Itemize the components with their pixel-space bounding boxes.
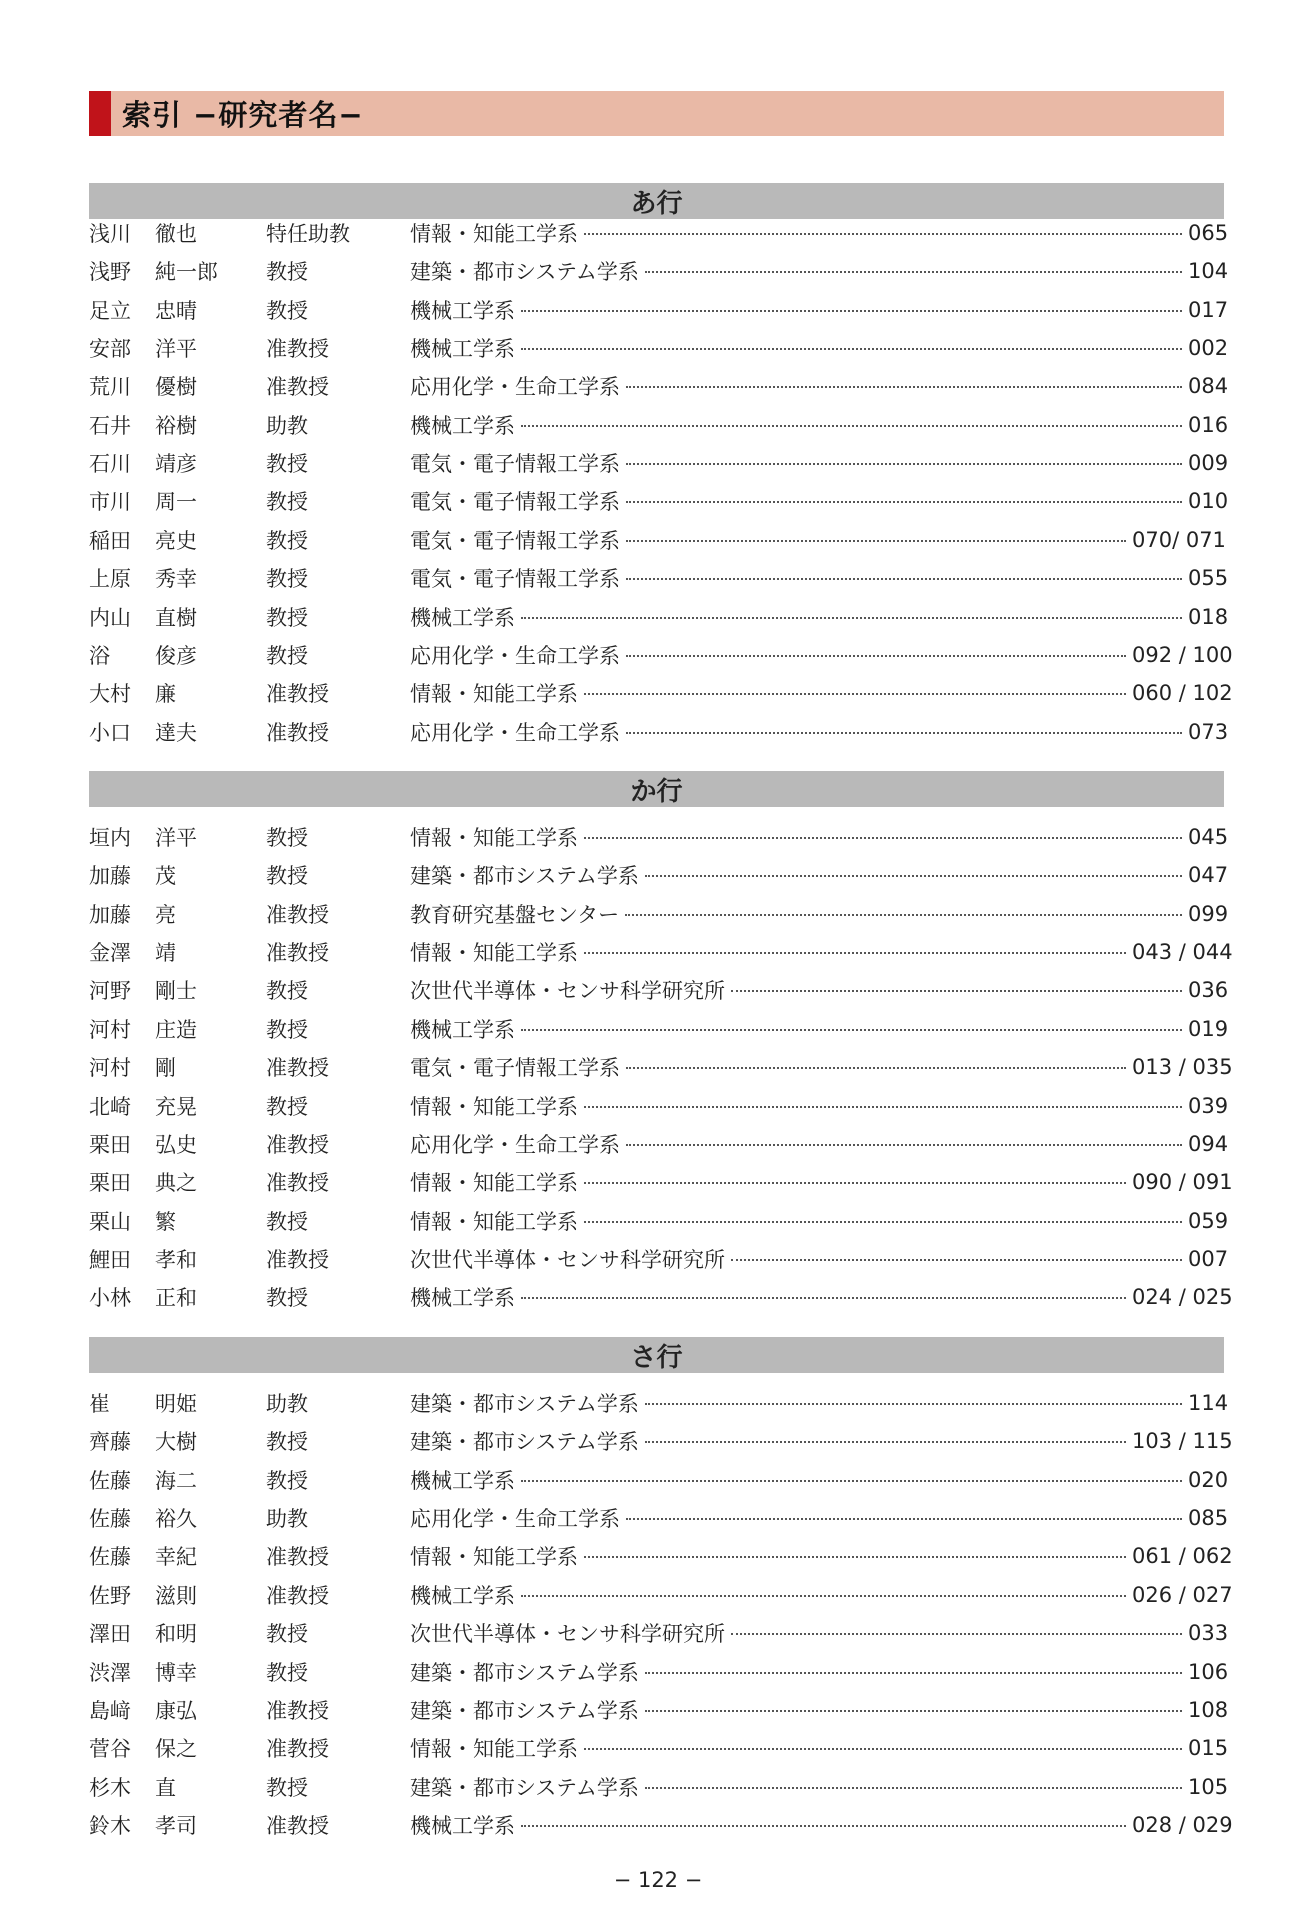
researcher-position: 教授 — [266, 1622, 308, 1647]
researcher-given-name: 充晃 — [155, 1094, 197, 1119]
researcher-family-name: 金澤 — [89, 941, 131, 965]
researcher-given-name: 廉 — [155, 682, 176, 707]
page-reference: 104 — [1188, 259, 1229, 284]
dot-leader — [584, 693, 1126, 695]
researcher-family-name: 内山 — [89, 605, 131, 630]
researcher-family-name: 杉木 — [89, 1775, 131, 1800]
dot-leader — [626, 578, 1182, 580]
page-reference: 039 — [1188, 1093, 1229, 1118]
researcher-position: 教授 — [266, 1775, 308, 1800]
researcher-position: 教授 — [266, 528, 308, 553]
researcher-given-name: 正和 — [155, 1286, 197, 1311]
researcher-position: 教授 — [266, 298, 308, 323]
page-number: − 122 − — [613, 1868, 703, 1892]
researcher-department: 次世代半導体・センサ科学研究所 — [410, 979, 725, 1004]
page-reference: 007 — [1188, 1246, 1229, 1271]
index-row — [89, 819, 1229, 855]
researcher-family-name: 河野 — [89, 979, 131, 1004]
researcher-given-name: 靖彦 — [155, 452, 197, 477]
researcher-position: 教授 — [266, 1094, 308, 1119]
researcher-family-name: 栗山 — [89, 1209, 131, 1234]
researcher-position: 特任助教 — [266, 222, 350, 246]
researcher-given-name: 大樹 — [155, 1430, 197, 1455]
researcher-department: 機械工学系 — [410, 1813, 515, 1838]
index-row — [89, 1126, 1229, 1162]
researcher-department: 電気・電子情報工学系 — [410, 452, 620, 477]
researcher-position: 助教 — [266, 413, 308, 438]
dot-leader — [521, 1297, 1126, 1299]
page-reference: 099 — [1188, 901, 1229, 926]
dot-leader — [521, 617, 1182, 619]
index-row — [89, 1203, 1229, 1239]
dot-leader — [584, 1221, 1182, 1223]
page-reference: 090 / 091 — [1132, 1170, 1233, 1195]
researcher-given-name: 博幸 — [155, 1660, 197, 1685]
page-reference: 026 / 027 — [1132, 1582, 1233, 1607]
researcher-family-name: 澤田 — [89, 1622, 131, 1647]
dot-leader — [626, 1144, 1182, 1146]
researcher-position: 教授 — [266, 490, 308, 515]
researcher-given-name: 裕久 — [155, 1507, 197, 1531]
researcher-given-name: 洋平 — [155, 337, 197, 362]
index-row — [89, 1807, 1233, 1843]
researcher-given-name: 徹也 — [155, 222, 197, 246]
index-row — [89, 599, 1229, 635]
researcher-department: 機械工学系 — [410, 1468, 515, 1493]
researcher-given-name: 洋平 — [155, 826, 197, 850]
researcher-department: 建築・都市システム学系 — [410, 260, 639, 285]
page-reference: 065 — [1188, 221, 1229, 245]
researcher-given-name: 孝司 — [155, 1813, 197, 1838]
page-reference: 010 — [1188, 489, 1229, 514]
dot-leader — [584, 1748, 1182, 1750]
page-reference: 013 / 035 — [1132, 1055, 1233, 1080]
dot-leader — [645, 875, 1182, 877]
index-row — [89, 1011, 1229, 1047]
researcher-family-name: 足立 — [89, 298, 131, 323]
researcher-given-name: 茂 — [155, 864, 176, 889]
researcher-family-name: 河村 — [89, 1056, 131, 1081]
researcher-position: 准教授 — [266, 1056, 329, 1081]
researcher-given-name: 康弘 — [155, 1698, 197, 1723]
researcher-given-name: 海二 — [155, 1468, 197, 1493]
researcher-family-name: 加藤 — [89, 902, 131, 927]
index-row — [89, 1423, 1233, 1459]
researcher-family-name: 佐藤 — [89, 1545, 131, 1570]
researcher-department: 建築・都市システム学系 — [410, 1775, 639, 1800]
researcher-family-name: 加藤 — [89, 864, 131, 889]
page-reference: 002 — [1188, 336, 1229, 361]
researcher-position: 准教授 — [266, 337, 329, 362]
researcher-given-name: 純一郎 — [155, 260, 218, 285]
researcher-family-name: 浅野 — [89, 260, 131, 285]
dot-leader — [626, 386, 1182, 388]
page-reference: 073 — [1188, 719, 1229, 744]
researcher-department: 建築・都市システム学系 — [410, 1698, 639, 1723]
researcher-department: 応用化学・生命工学系 — [410, 643, 620, 668]
researcher-given-name: 直樹 — [155, 605, 197, 630]
researcher-family-name: 浴 — [89, 643, 110, 668]
index-row — [89, 560, 1229, 596]
researcher-position: 教授 — [266, 605, 308, 630]
index-row — [89, 1538, 1233, 1574]
dot-leader — [584, 1556, 1126, 1558]
dot-leader — [584, 1182, 1126, 1184]
researcher-position: 教授 — [266, 567, 308, 592]
dot-leader — [645, 1710, 1182, 1712]
researcher-department: 応用化学・生命工学系 — [410, 1507, 620, 1531]
researcher-department: 電気・電子情報工学系 — [410, 490, 620, 515]
title-accent-block — [89, 91, 111, 136]
page-reference: 024 / 025 — [1132, 1285, 1233, 1310]
researcher-family-name: 佐藤 — [89, 1468, 131, 1493]
researcher-department: 情報・知能工学系 — [410, 1094, 578, 1119]
researcher-given-name: 靖 — [155, 941, 176, 965]
index-row — [89, 483, 1229, 519]
index-row — [89, 1615, 1229, 1651]
researcher-position: 教授 — [266, 452, 308, 477]
researcher-department: 機械工学系 — [410, 1286, 515, 1311]
researcher-department: 応用化学・生命工学系 — [410, 1132, 620, 1157]
researcher-given-name: 幸紀 — [155, 1545, 197, 1570]
dot-leader — [731, 1259, 1182, 1261]
dot-leader — [521, 348, 1182, 350]
researcher-family-name: 大村 — [89, 682, 131, 707]
index-row — [89, 1385, 1229, 1421]
index-row — [89, 1692, 1229, 1728]
researcher-family-name: 崔 — [89, 1392, 110, 1416]
researcher-given-name: 秀幸 — [155, 567, 197, 592]
researcher-given-name: 亮 — [155, 902, 176, 927]
page-reference: 092 / 100 — [1132, 642, 1233, 667]
researcher-department: 電気・電子情報工学系 — [410, 1056, 620, 1081]
index-row — [89, 1730, 1229, 1766]
dot-leader — [521, 425, 1182, 427]
researcher-position: 准教授 — [266, 1813, 329, 1838]
dot-leader — [645, 1403, 1182, 1405]
dot-leader — [626, 732, 1182, 734]
dot-leader — [626, 655, 1126, 657]
researcher-family-name: 佐藤 — [89, 1507, 131, 1531]
researcher-family-name: 小口 — [89, 720, 131, 745]
researcher-family-name: 栗田 — [89, 1171, 131, 1196]
dot-leader — [645, 1672, 1182, 1674]
page-reference: 108 — [1188, 1697, 1229, 1722]
researcher-department: 応用化学・生命工学系 — [410, 720, 620, 745]
researcher-family-name: 市川 — [89, 490, 131, 515]
dot-leader — [626, 1067, 1126, 1069]
dot-leader — [645, 1787, 1182, 1789]
page-reference: 061 / 062 — [1132, 1544, 1233, 1569]
researcher-given-name: 明姫 — [155, 1392, 197, 1416]
page-reference: 020 — [1188, 1467, 1229, 1492]
researcher-given-name: 裕樹 — [155, 413, 197, 438]
researcher-family-name: 北崎 — [89, 1094, 131, 1119]
index-row — [89, 445, 1229, 481]
researcher-position: 准教授 — [266, 1247, 329, 1272]
researcher-position: 准教授 — [266, 1737, 329, 1762]
researcher-position: 教授 — [266, 1017, 308, 1042]
researcher-given-name: 典之 — [155, 1171, 197, 1196]
page-title: 索引 −研究者名− — [122, 98, 364, 132]
researcher-department: 情報・知能工学系 — [410, 1545, 578, 1570]
researcher-given-name: 繁 — [155, 1209, 176, 1234]
page-reference: 106 — [1188, 1659, 1229, 1684]
dot-leader — [584, 837, 1182, 839]
researcher-department: 情報・知能工学系 — [410, 1171, 578, 1196]
researcher-family-name: 鯉田 — [89, 1247, 131, 1272]
researcher-family-name: 垣内 — [89, 826, 131, 850]
page-reference: 084 — [1188, 374, 1229, 399]
index-row — [89, 1577, 1233, 1613]
researcher-position: 准教授 — [266, 1132, 329, 1157]
researcher-position: 准教授 — [266, 902, 329, 927]
index-row — [89, 857, 1229, 893]
researcher-department: 機械工学系 — [410, 1583, 515, 1608]
dot-leader — [645, 1441, 1126, 1443]
researcher-given-name: 弘史 — [155, 1132, 197, 1157]
dot-leader — [584, 1106, 1182, 1108]
researcher-position: 助教 — [266, 1392, 308, 1416]
index-row — [89, 637, 1233, 673]
dot-leader — [731, 990, 1182, 992]
page-reference: 016 — [1188, 412, 1229, 437]
researcher-department: 建築・都市システム学系 — [410, 1660, 639, 1685]
researcher-family-name: 稲田 — [89, 528, 131, 553]
section-heading: さ行 — [89, 1337, 1224, 1373]
index-row — [89, 1769, 1229, 1805]
researcher-position: 准教授 — [266, 1698, 329, 1723]
researcher-family-name: 安部 — [89, 337, 131, 362]
researcher-department: 情報・知能工学系 — [410, 826, 578, 850]
researcher-position: 教授 — [266, 979, 308, 1004]
page-reference: 103 / 115 — [1132, 1429, 1233, 1454]
page-reference: 085 — [1188, 1506, 1229, 1530]
researcher-family-name: 齊藤 — [89, 1430, 131, 1455]
index-row — [89, 896, 1229, 932]
researcher-position: 教授 — [266, 260, 308, 285]
dot-leader — [521, 1029, 1182, 1031]
researcher-family-name: 浅川 — [89, 222, 131, 246]
researcher-family-name: 島﨑 — [89, 1698, 131, 1723]
dot-leader — [731, 1633, 1182, 1635]
page-reference: 094 — [1188, 1131, 1229, 1156]
page-reference: 043 / 044 — [1132, 940, 1233, 964]
researcher-family-name: 石川 — [89, 452, 131, 477]
researcher-position: 教授 — [266, 643, 308, 668]
researcher-given-name: 周一 — [155, 490, 197, 515]
researcher-department: 次世代半導体・センサ科学研究所 — [410, 1247, 725, 1272]
researcher-family-name: 荒川 — [89, 375, 131, 400]
page-reference: 047 — [1188, 863, 1229, 888]
index-row — [89, 1654, 1229, 1690]
researcher-department: 応用化学・生命工学系 — [410, 375, 620, 400]
researcher-position: 教授 — [266, 864, 308, 889]
researcher-position: 准教授 — [266, 1545, 329, 1570]
index-row — [89, 330, 1229, 366]
researcher-department: 情報・知能工学系 — [410, 1209, 578, 1234]
researcher-given-name: 剛 — [155, 1056, 176, 1081]
index-row — [89, 1500, 1229, 1536]
researcher-family-name: 石井 — [89, 413, 131, 438]
section-heading: あ行 — [89, 183, 1224, 219]
page-reference: 028 / 029 — [1132, 1812, 1233, 1837]
section-heading: か行 — [89, 771, 1224, 807]
dot-leader — [521, 1595, 1126, 1597]
dot-leader — [521, 310, 1182, 312]
researcher-department: 建築・都市システム学系 — [410, 1430, 639, 1455]
page-reference: 059 — [1188, 1208, 1229, 1233]
researcher-department: 情報・知能工学系 — [410, 682, 578, 707]
researcher-department: 情報・知能工学系 — [410, 222, 578, 246]
researcher-department: 機械工学系 — [410, 298, 515, 323]
researcher-position: 准教授 — [266, 682, 329, 707]
page-reference: 036 — [1188, 978, 1229, 1003]
researcher-position: 准教授 — [266, 375, 329, 400]
index-row — [89, 215, 1229, 251]
index-row — [89, 972, 1229, 1008]
index-row — [89, 1462, 1229, 1498]
index-row — [89, 253, 1229, 289]
dot-leader — [626, 1518, 1182, 1520]
page-reference: 045 — [1188, 825, 1229, 849]
index-title-bar — [89, 91, 1224, 136]
researcher-given-name: 和明 — [155, 1622, 197, 1647]
researcher-given-name: 俊彦 — [155, 643, 197, 668]
page-reference: 018 — [1188, 604, 1229, 629]
researcher-department: 機械工学系 — [410, 413, 515, 438]
index-row — [89, 522, 1224, 558]
page-reference: 009 — [1188, 451, 1229, 476]
page-reference: 114 — [1188, 1391, 1229, 1415]
researcher-position: 准教授 — [266, 941, 329, 965]
researcher-position: 教授 — [266, 1209, 308, 1234]
researcher-family-name: 菅谷 — [89, 1737, 131, 1762]
index-row — [89, 934, 1233, 970]
index-row — [89, 407, 1229, 443]
researcher-given-name: 庄造 — [155, 1017, 197, 1042]
page-reference: 070/ 071 — [1132, 527, 1226, 552]
index-row — [89, 1088, 1229, 1124]
index-row — [89, 675, 1233, 711]
researcher-position: 助教 — [266, 1507, 308, 1531]
researcher-position: 准教授 — [266, 1171, 329, 1196]
researcher-position: 教授 — [266, 1660, 308, 1685]
researcher-department: 教育研究基盤センター — [410, 902, 620, 927]
dot-leader — [626, 540, 1126, 542]
researcher-given-name: 亮史 — [155, 528, 197, 553]
researcher-given-name: 忠晴 — [155, 298, 197, 323]
researcher-family-name: 小林 — [89, 1286, 131, 1311]
page-reference: 033 — [1188, 1621, 1229, 1646]
researcher-family-name: 佐野 — [89, 1583, 131, 1608]
researcher-department: 機械工学系 — [410, 337, 515, 362]
researcher-given-name: 直 — [155, 1775, 176, 1800]
page-reference: 105 — [1188, 1774, 1229, 1799]
index-row — [89, 1241, 1229, 1277]
researcher-family-name: 鈴木 — [89, 1813, 131, 1838]
index-row — [89, 368, 1229, 404]
researcher-given-name: 剛士 — [155, 979, 197, 1004]
page-reference: 055 — [1188, 566, 1229, 591]
researcher-position: 教授 — [266, 1468, 308, 1493]
researcher-position: 教授 — [266, 1430, 308, 1455]
researcher-position: 教授 — [266, 826, 308, 850]
researcher-department: 機械工学系 — [410, 1017, 515, 1042]
index-row — [89, 1164, 1233, 1200]
dot-leader — [626, 463, 1182, 465]
index-row — [89, 714, 1229, 750]
researcher-family-name: 渋澤 — [89, 1660, 131, 1685]
researcher-department: 電気・電子情報工学系 — [410, 567, 620, 592]
researcher-position: 准教授 — [266, 720, 329, 745]
researcher-department: 建築・都市システム学系 — [410, 1392, 639, 1416]
researcher-position: 教授 — [266, 1286, 308, 1311]
dot-leader — [584, 233, 1182, 235]
researcher-department: 建築・都市システム学系 — [410, 864, 639, 889]
researcher-given-name: 滋則 — [155, 1583, 197, 1608]
dot-leader — [625, 914, 1182, 916]
index-row — [89, 1049, 1233, 1085]
dot-leader — [626, 501, 1182, 503]
researcher-department: 次世代半導体・センサ科学研究所 — [410, 1622, 725, 1647]
researcher-position: 准教授 — [266, 1583, 329, 1608]
researcher-department: 情報・知能工学系 — [410, 941, 578, 965]
index-row — [89, 1279, 1233, 1315]
researcher-family-name: 栗田 — [89, 1132, 131, 1157]
dot-leader — [521, 1825, 1126, 1827]
researcher-department: 機械工学系 — [410, 605, 515, 630]
researcher-family-name: 河村 — [89, 1017, 131, 1042]
dot-leader — [521, 1480, 1182, 1482]
dot-leader — [645, 271, 1182, 273]
researcher-given-name: 保之 — [155, 1737, 197, 1762]
researcher-given-name: 達夫 — [155, 720, 197, 745]
researcher-department: 電気・電子情報工学系 — [410, 528, 620, 553]
index-row — [89, 292, 1229, 328]
researcher-given-name: 優樹 — [155, 375, 197, 400]
page-reference: 060 / 102 — [1132, 681, 1233, 706]
page-reference: 015 — [1188, 1736, 1229, 1761]
dot-leader — [584, 952, 1126, 954]
researcher-family-name: 上原 — [89, 567, 131, 592]
page-reference: 019 — [1188, 1016, 1229, 1041]
researcher-department: 情報・知能工学系 — [410, 1737, 578, 1762]
page-reference: 017 — [1188, 297, 1229, 322]
researcher-given-name: 孝和 — [155, 1247, 197, 1272]
